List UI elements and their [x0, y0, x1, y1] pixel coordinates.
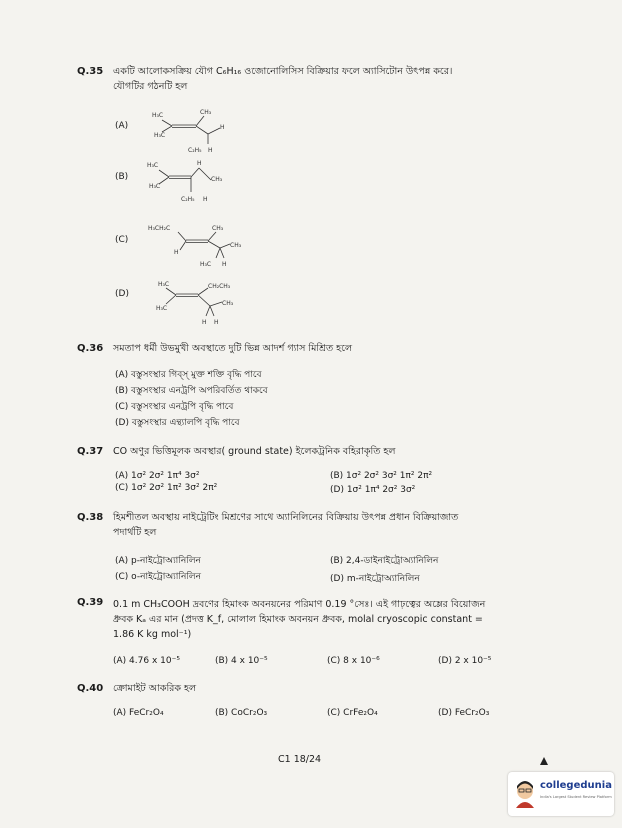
svg-text:H: H: [174, 249, 179, 256]
svg-text:H: H: [197, 160, 202, 167]
q35-option-d-structure: [150, 278, 250, 333]
q35-option-b-structure: [145, 158, 235, 209]
svg-text:H: H: [203, 196, 208, 203]
question-37-number: Q.37: [77, 446, 104, 457]
brand-name: collegedunia: [540, 780, 612, 791]
question-39-text-cont2: 1.86 K kg mol⁻¹): [113, 629, 192, 640]
svg-text:H: H: [214, 319, 219, 326]
q35-option-b-label: (B): [115, 172, 129, 182]
q38-option-b[interactable]: (B) 2,4-ডাইনাইট্রোঅ্যানিলিন: [330, 556, 439, 566]
question-36-text: সমতাপ ধর্মী উভমুখী অবস্থাতে দুটি ভিন্ন আদর্শ গ্যাস মিশ্রিত হলে: [113, 343, 353, 354]
question-37-text: CO অণুর ভিত্তিমূলক অবস্থার( ground state) ইলেকট্রনিক বহিরাকৃতি হল: [113, 446, 396, 457]
svg-text:H₃C: H₃C: [156, 305, 168, 312]
q35-option-a-structure: [148, 108, 238, 157]
svg-text:H: H: [202, 319, 207, 326]
q39-option-a[interactable]: (A) 4.76 x 10⁻⁵: [113, 656, 180, 666]
svg-text:CH₃: CH₃: [230, 242, 242, 249]
svg-text:C₂H₅: C₂H₅: [188, 147, 202, 154]
question-39-text-cont: ধ্রুবক Kₐ এর মান (প্রদত্ত K_f, মোলাল হিমাংক অবনয়ন ধ্রুবক, molal cryoscopic constant =: [113, 614, 483, 625]
q35-option-d-label: (D): [115, 289, 129, 299]
q38-option-c[interactable]: (C) o-নাইট্রোঅ্যানিলিন: [115, 572, 201, 582]
svg-text:CH₃: CH₃: [200, 109, 212, 116]
q40-option-d[interactable]: (D) FeCr₂O₃: [438, 708, 490, 718]
question-35-number: Q.35: [77, 66, 104, 77]
q39-option-d[interactable]: (D) 2 x 10⁻⁵: [438, 656, 492, 666]
q35-option-c-structure: [146, 220, 246, 275]
q40-option-a[interactable]: (A) FeCr₂O₄: [113, 708, 164, 718]
svg-text:H₃C: H₃C: [149, 183, 161, 190]
svg-text:H₃C: H₃C: [158, 281, 170, 288]
svg-text:H₃C: H₃C: [147, 162, 159, 169]
q35-option-c-label: (C): [115, 235, 129, 245]
q37-option-d[interactable]: (D) 1σ² 1π⁴ 2σ² 3σ²: [330, 485, 416, 495]
q38-option-a[interactable]: (A) p-নাইট্রোঅ্যানিলিন: [115, 556, 201, 566]
collegedunia-watermark: [508, 772, 614, 816]
question-40-text: ক্রোমাইট আকরিক হল: [113, 683, 197, 694]
q36-option-d[interactable]: (D) বস্তুসংস্থার এন্থ্যালপি বৃদ্ধি পাবে: [115, 418, 240, 428]
scroll-up-arrow-icon[interactable]: [540, 757, 548, 765]
svg-text:CH₂CH₃: CH₂CH₃: [208, 283, 231, 290]
svg-text:H₃C: H₃C: [154, 132, 166, 139]
svg-text:C₂H₅: C₂H₅: [181, 196, 195, 203]
svg-text:H₃CH₂C: H₃CH₂C: [148, 225, 171, 232]
q36-option-b[interactable]: (B) বস্তুসংস্থার এনট্রপি অপরিবর্তিত থাকবে: [115, 386, 268, 396]
question-39-text: 0.1 m CH₃COOH দ্রবণের হিমাংক অবনয়নের পরিমাণ 0.19 °সেঃ। এই গাঢ়ত্বের অম্লের বিয়োজন: [113, 599, 486, 610]
q36-option-a[interactable]: (A) বস্তুসংস্থার গিব্স্ মুক্ত শক্তি বৃদ্ধি পাবে: [115, 370, 262, 380]
q35-option-a-label: (A): [115, 121, 129, 131]
question-35-text: একটি আলোকসক্রিয় যৌগ C₆H₁₆ ওজোনোলিসিস বিক্রিয়ার ফলে অ্যাসিটোন উৎপন্ন করে।: [113, 66, 453, 77]
svg-text:H: H: [222, 261, 227, 268]
svg-text:CH₃: CH₃: [222, 300, 234, 307]
question-39-number: Q.39: [77, 597, 104, 608]
question-38-text: হিমশীতল অবস্থায় নাইট্রেটিং মিশ্রণের সাথে অ্যানিলিনের বিক্রিয়ায় উৎপন্ন প্রধান বিক্রিয়াজাত: [113, 512, 459, 523]
q40-option-b[interactable]: (B) CoCr₂O₃: [215, 708, 268, 718]
question-38-text-cont: পদার্থটি হল: [113, 527, 157, 538]
q39-option-b[interactable]: (B) 4 x 10⁻⁵: [215, 656, 268, 666]
svg-text:CH₃: CH₃: [211, 176, 223, 183]
q37-option-c[interactable]: (C) 1σ² 2σ² 1π² 3σ² 2π²: [115, 483, 218, 493]
student-avatar-icon: [514, 780, 536, 808]
svg-text:H: H: [208, 147, 213, 154]
svg-text:H₃C: H₃C: [152, 112, 164, 119]
q38-option-d[interactable]: (D) m-নাইট্রোঅ্যানিলিন: [330, 574, 420, 584]
q37-option-b[interactable]: (B) 1σ² 2σ² 3σ² 1π² 2π²: [330, 471, 433, 481]
brand-tagline: India's Largest Student Review Platform: [540, 795, 612, 799]
svg-text:H₃C: H₃C: [200, 261, 212, 268]
question-40-number: Q.40: [77, 683, 104, 694]
q37-option-a[interactable]: (A) 1σ² 2σ² 1π⁴ 3σ²: [115, 471, 200, 481]
q39-option-c[interactable]: (C) 8 x 10⁻⁶: [327, 656, 380, 666]
q40-option-c[interactable]: (C) CrFe₂O₄: [327, 708, 378, 718]
question-38-number: Q.38: [77, 512, 104, 523]
q36-option-c[interactable]: (C) বস্তুসংস্থার এনট্রপি বৃদ্ধি পাবে: [115, 402, 234, 412]
question-36-number: Q.36: [77, 343, 104, 354]
svg-text:H: H: [220, 124, 225, 131]
svg-text:CH₃: CH₃: [212, 225, 224, 232]
question-35-text-cont: যৌগটির গঠনটি হল: [113, 81, 188, 92]
page-number: C1 18/24: [278, 754, 322, 765]
